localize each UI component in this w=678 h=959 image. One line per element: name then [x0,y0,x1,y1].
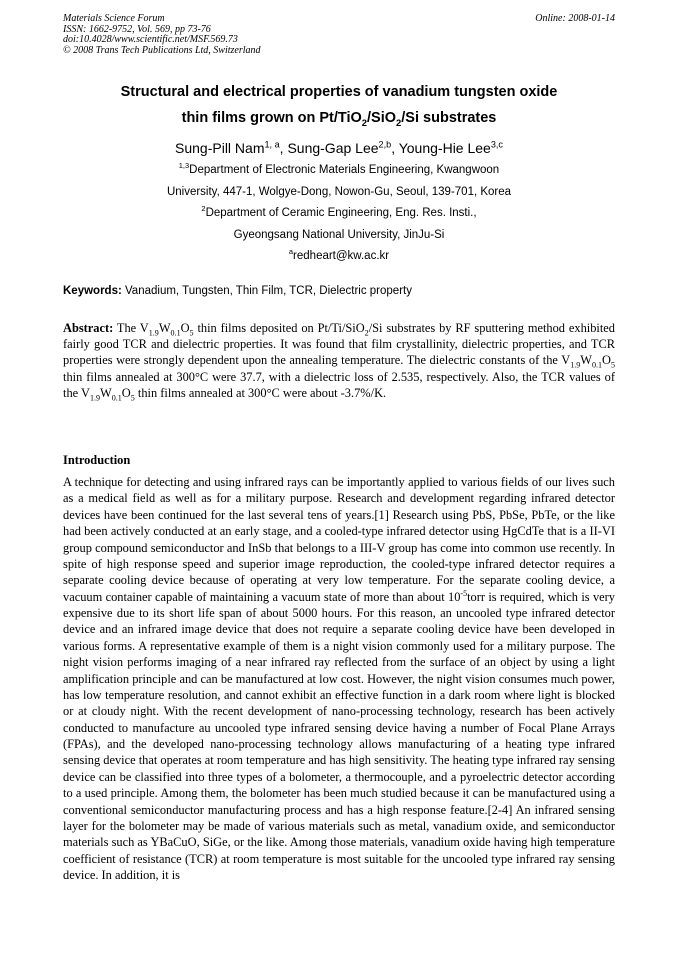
paper-title-line-1: Structural and electrical properties of vanadium tungsten oxide [120,84,558,100]
section-heading: Introduction [63,453,131,467]
author-name: Sung-Pill Nam [175,140,265,156]
author-list: Sung-Pill Nam$^{1, a}$, Sung-Gap Lee$^{2,b}$, Young-Hie Lee$^{3,c}$ [175,139,503,156]
author-affiliation-mark: 1, a [264,139,280,150]
keywords-text: Vanadium, Tungsten, Thin Film, TCR, Dielectric property [121,285,412,297]
keywords [63,284,615,299]
author-name: Young-Hie Lee [398,140,491,156]
introduction-body: A technique for detecting and using infrared rays can be importantly applied to various fields of our lives such as a medical field as well as for a military purpose. Research and development regarding infrared detector devices have been continued for the last several tens of years.[1] Research using PbS, PbSe, PbTe, or the like had been actively conducted at an early stage, and a cooled-type infrared detector using HgCdTe that is a II-VI group compound semiconductor and InSb that belongs to a III-V group has come into common use recently. In spite of high response speed and superior image reproduction, the cooled-type infrared detector requires a separate cooling device because of operating at very low temperature. For the separate cooling device, a vacuum container capable of maintaining a vacuum state of more than about $10^{-5}torr$ is required, which is very expensive due to its short life span of about 5000 hours. For this reason, an uncooled type infrared detector device and an infrared image device that does not require a separate cooling device have been developed in various forms. A representative example of them is a night vision commonly used for a military purpose. The night vision performs imaging of a near infrared ray reflected from the surface of an object by using a light amplification principle and can be manufactured at low cost. However, the night vision consumes much power, has low temperature resolution, and cannot exhibit an effective function in a dark room where light is blocked or at cloudy night. With the recent development of nano-processing technology, research has been actively conducted to manufacture au uncooled type infrared sensing device having a number of Focal Plane Arrays (FPAs), and the developed nano-processing technology allows manufacturing of a heating type infrared sensing device that operates at room temperature and has high sensitivity. The heating type infrared ray sensing device can be classified into three types of a bolometer, a thermocouple, and a pyroelectric detector according to a used principle. Among them, the bolometer has been much studied because it can be manufactured using a conventional semiconductor manufacturing process and has a high response feature.[2-4] An infrared sensing layer for the bolometer may be made of various materials such as metal, vanadium oxide, and semiconductor materials such as YBaCuO, SiGe, or the like. Among those materials, vanadium oxide having high temperature coefficient of resistance (TCR) at room temperature is most suitable for the uncooled type infrared ray sensing device. In addition, it is [63,475,615,882]
journal-header [63,14,261,56]
journal-name: Materials Science Forum [63,13,165,24]
author-name: Sung-Gap Lee [287,140,379,156]
doi-line[interactable]: doi:10.4028/www.scientific.net/MSF.569.73 [63,34,238,46]
copyright-line: © 2008 Trans Tech Publications Ltd, Switzerland [63,44,261,56]
online-date: Online: 2008-01-14 [535,13,615,24]
affiliation-1-line-1: $^{1,3}$Department of Electronic Materials Engineering, Kwangwoon [178,161,500,176]
author-affiliation-mark: 3,c [490,139,503,150]
author-email[interactable]: $^a$redheart@kw.ac.kr [288,247,390,262]
affiliation-2-line-2: Gyeongsang National University, JinJu-Si [233,229,445,241]
affiliation-2-line-1: $^2$Department of Ceramic Engineering, Eng. Res. Insti., [201,204,477,219]
keywords-label: Keywords: [63,285,122,297]
affiliation-1-line-2: University, 447-1, Wolgye-Dong, Nowon-Gu, Seoul, 139-701, Korea [166,186,512,198]
paper-title-line-2: thin films grown on Pt/TiO$_2$/SiO$_2$/Si substrates [181,110,497,128]
abstract: Abstract: The $V_{1.9}W_{0.1}O_5$ thin films deposited on Pt/Ti/SiO$_2$/Si substrates by RF sputtering method exhibited fairly good TCR and dielectric properties. It was found that film crystallinity, dielectric properties, and TCR properties were strongly dependent upon the annealing temperature. The dielectric constants of the $V_{1.9}W_{0.1}O_5$ thin films annealed at 300°C were 37.7, with a dielectric loss of 2.535, respectively. Also, the TCR values of the $V_{1.9}W_{0.1}O_5$ thin films annealed at 300°C were about -3.7%/K. [63,321,615,403]
issn-line: ISSN: 1662-9752, Vol. 569, pp 73-76 [63,23,211,35]
abstract-label: Abstract: [63,321,114,335]
author-affiliation-mark: 2,b [378,139,392,150]
